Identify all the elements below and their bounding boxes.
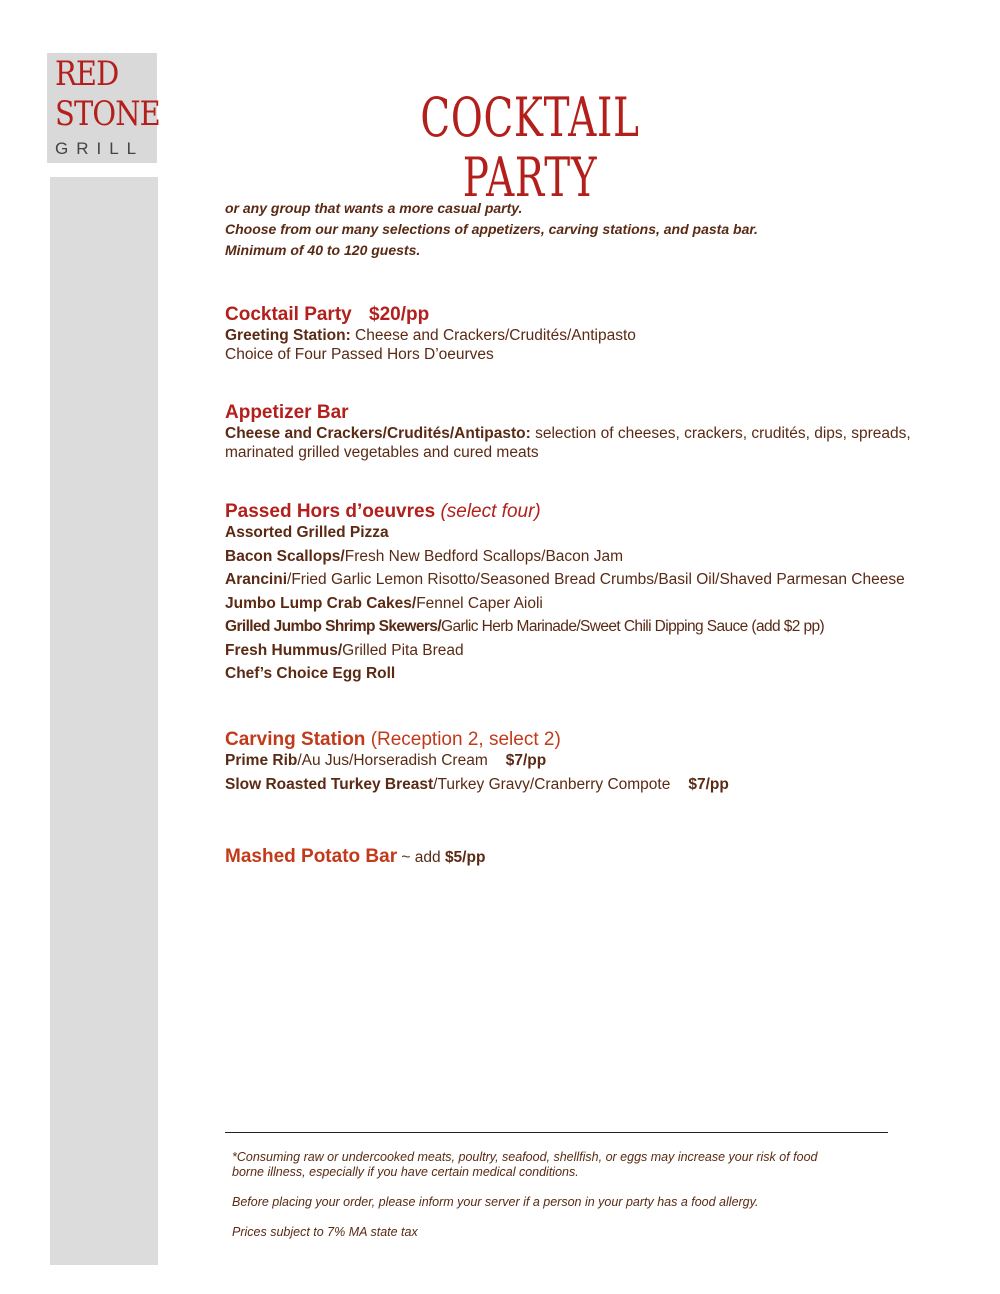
- item-price: $7/pp: [505, 752, 547, 769]
- potato-section: [225, 846, 945, 869]
- intro-text: [225, 198, 925, 261]
- appetizer-text: selection of cheeses, crackers, crudités, dips, spreads,: [530, 425, 911, 442]
- page-title: COCKTAIL PARTY: [420, 86, 640, 209]
- item-rest: /Turkey Gravy/Cranberry Compote: [433, 775, 671, 793]
- cocktail-party-section: [225, 304, 945, 364]
- cocktail-heading: [225, 304, 945, 326]
- greeting-label: Greeting Station:: [225, 327, 351, 344]
- greeting-line: [225, 326, 945, 345]
- footnote-raw-food: *Consuming raw or undercooked meats, poultry, seafood, shellfish, or eggs may increase your risk of food borne illness, especially if you have certain medical conditions.: [232, 1150, 818, 1179]
- appetizer-section: [225, 402, 945, 462]
- greeting-text: Cheese and Crackers/Crudités/Antipasto: [350, 327, 636, 344]
- logo-grill: GRILL: [55, 139, 145, 158]
- intro-line: or any group that wants a more casual party.: [225, 200, 523, 216]
- item-bold: Jumbo Lump Crab Cakes/: [225, 594, 417, 612]
- carving-heading: [225, 729, 945, 751]
- potato-heading-text: Mashed Potato Bar: [225, 846, 398, 867]
- cocktail-price: $20/pp: [369, 304, 430, 325]
- item-price: $7/pp: [688, 775, 729, 793]
- item-rest: /Au Jus/Horseradish Cream: [297, 752, 488, 769]
- passed-section: [225, 501, 945, 686]
- item-bold: Chef’s Choice Egg Roll: [225, 665, 396, 682]
- list-item: [225, 592, 945, 616]
- item-rest: Fresh New Bedford Scallops/Bacon Jam: [344, 547, 624, 565]
- carving-heading-text: Carving Station: [225, 729, 366, 750]
- footnote-tax: Prices subject to 7% MA state tax: [232, 1225, 418, 1239]
- passed-sub: (select four): [440, 501, 541, 522]
- red-stone-grill-logo: [47, 53, 160, 163]
- footnote-allergy: Before placing your order, please inform your server if a person in your party has a food allergy.: [232, 1195, 759, 1209]
- item-rest: Garlic Herb Marinade/Sweet Chili Dipping Sauce (add $2 pp): [441, 618, 825, 635]
- potato-add: ~ add: [397, 849, 445, 866]
- appetizer-label: Cheese and Crackers/Crudités/Antipasto:: [225, 425, 531, 442]
- item-rest: /Fried Garlic Lemon Risotto/Seasoned Bread Crumbs/Basil Oil/Shaved Parmesan Cheese: [287, 571, 905, 588]
- carving-sub: (Reception 2, select 2): [370, 729, 561, 750]
- item-bold: Slow Roasted Turkey Breast: [225, 775, 434, 793]
- appetizer-line2: marinated grilled vegetables and cured meats: [225, 444, 539, 461]
- list-item: [225, 639, 945, 663]
- intro-line: Choose from our many selections of appetizers, carving stations, and pasta bar.: [225, 221, 758, 237]
- appetizer-heading: Appetizer Bar: [225, 402, 349, 423]
- cocktail-heading-text: Cocktail Party: [225, 304, 352, 325]
- cocktail-line2: Choice of Four Passed Hors D’oeurves: [225, 346, 494, 363]
- item-bold: Grilled Jumbo Shrimp Skewers/: [225, 618, 442, 635]
- list-item: [225, 615, 945, 639]
- list-item: [225, 568, 945, 592]
- carving-section: [225, 729, 945, 796]
- item-bold: Assorted Grilled Pizza: [225, 524, 389, 541]
- list-item: [225, 749, 945, 773]
- logo-red: RED: [55, 54, 119, 94]
- item-rest: Grilled Pita Bread: [342, 641, 464, 659]
- passed-heading: [225, 501, 945, 523]
- item-bold: Fresh Hummus/: [225, 641, 343, 659]
- item-bold: Bacon Scallops/: [225, 547, 345, 565]
- footnotes: [232, 1150, 852, 1255]
- potato-price: $5/pp: [444, 849, 486, 866]
- item-rest: Fennel Caper Aioli: [416, 594, 543, 612]
- list-item: [225, 545, 945, 569]
- footer-divider: [225, 1132, 888, 1133]
- appetizer-line: [225, 424, 945, 443]
- intro-line: Minimum of 40 to 120 guests.: [225, 242, 421, 258]
- list-item: [225, 662, 945, 686]
- sidebar-band: [50, 177, 158, 1265]
- item-bold: Prime Rib: [225, 752, 298, 769]
- list-item: [225, 521, 945, 545]
- list-item: [225, 773, 945, 797]
- passed-heading-text: Passed Hors d’oeuvres: [225, 501, 436, 522]
- logo-stone: STONE: [55, 94, 160, 134]
- item-bold: Arancini: [225, 571, 288, 588]
- potato-heading: [225, 846, 945, 869]
